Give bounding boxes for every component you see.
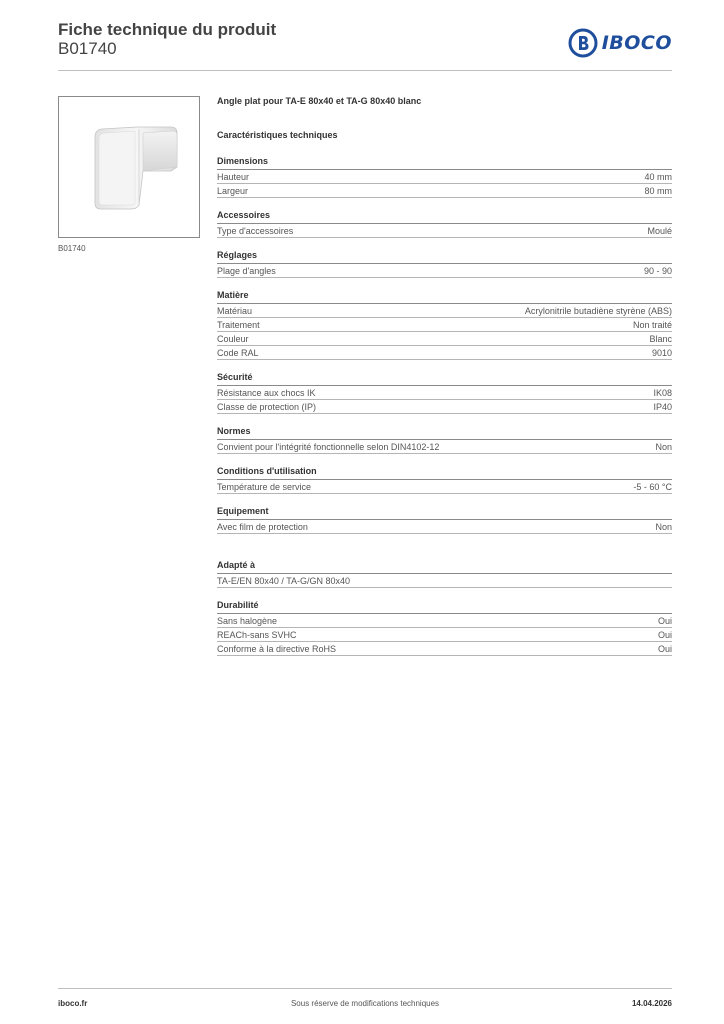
section-title: Dimensions	[217, 156, 672, 170]
spec-value: Non	[655, 522, 672, 532]
spec-label: Largeur	[217, 186, 249, 196]
spec-label: Type d'accessoires	[217, 226, 294, 236]
spec-label: Traitement	[217, 320, 260, 330]
spec-value: Blanc	[649, 334, 672, 344]
spec-value: 80 mm	[644, 186, 672, 196]
section-title: Sécurité	[217, 372, 672, 386]
spec-label: Matériau	[217, 306, 253, 316]
spec-row	[217, 170, 672, 184]
spec-row	[217, 574, 672, 588]
spec-row	[217, 332, 672, 346]
product-title: Angle plat pour TA-E 80x40 et TA-G 80x40 blanc	[217, 96, 422, 106]
spec-section	[217, 210, 672, 238]
section-title: Conditions d'utilisation	[217, 466, 672, 480]
spec-label: Plage d'angles	[217, 266, 276, 276]
spec-row	[217, 520, 672, 534]
product-image	[58, 96, 200, 238]
section-title: Réglages	[217, 250, 672, 264]
spec-label: Avec film de protection	[217, 522, 308, 532]
footer-note: Sous réserve de modifications techniques	[290, 999, 440, 1008]
spec-section	[217, 156, 672, 198]
spec-value: Oui	[657, 630, 672, 640]
image-caption: B01740	[58, 244, 86, 253]
spec-sections	[217, 156, 672, 656]
spec-section	[217, 372, 672, 414]
page-title: Fiche technique du produit	[58, 20, 277, 39]
spec-section	[217, 466, 672, 494]
product-code: B01740	[58, 39, 117, 58]
spec-row	[217, 304, 672, 318]
spec-value: 40 mm	[644, 172, 672, 182]
company-logo	[568, 28, 672, 58]
spec-value: IP40	[653, 402, 672, 412]
spec-label: Classe de protection (IP)	[217, 402, 317, 412]
section-title: Equipement	[217, 506, 672, 520]
section-title: Durabilité	[217, 600, 672, 614]
spec-label: Couleur	[217, 334, 249, 344]
spec-row	[217, 386, 672, 400]
footer-date: 14.04.2026	[631, 999, 672, 1008]
spec-value: Moulé	[647, 226, 672, 236]
spec-value: 90 - 90	[643, 266, 672, 276]
spec-row	[217, 614, 672, 628]
spec-value: Non	[655, 442, 672, 452]
page-header	[58, 20, 672, 71]
spec-section	[217, 290, 672, 360]
section-title: Normes	[217, 426, 672, 440]
spec-row	[217, 318, 672, 332]
spec-row	[217, 480, 672, 494]
section-title: Adapté à	[217, 560, 672, 574]
spec-row	[217, 400, 672, 414]
spec-value: Non traité	[632, 320, 672, 330]
spec-value: -5 - 60 °C	[633, 482, 672, 492]
section-title: Accessoires	[217, 210, 672, 224]
spec-row	[217, 224, 672, 238]
flat-angle-product-icon	[59, 97, 199, 237]
tech-heading: Caractéristiques techniques	[217, 130, 338, 140]
spec-value: Acrylonitrile butadiène styrène (ABS)	[524, 306, 672, 316]
spec-label: TA-E/EN 80x40 / TA-G/GN 80x40	[217, 576, 351, 586]
spec-section	[217, 250, 672, 278]
spec-value: Oui	[657, 644, 672, 654]
spec-row	[217, 346, 672, 360]
spec-label: Convient pour l'intégrité fonctionnelle selon DIN4102-12	[217, 442, 440, 452]
spec-section	[217, 506, 672, 534]
spec-row	[217, 440, 672, 454]
spec-row	[217, 628, 672, 642]
product-details	[217, 96, 672, 656]
spec-label: Sans halogène	[217, 616, 278, 626]
logo-text: IBOCO	[601, 32, 672, 54]
spec-section	[217, 560, 672, 588]
spec-label: REACh-sans SVHC	[217, 630, 297, 640]
section-title: Matière	[217, 290, 672, 304]
spec-row	[217, 642, 672, 656]
spec-label: Conforme à la directive RoHS	[217, 644, 337, 654]
spec-section	[217, 426, 672, 454]
spec-label: Hauteur	[217, 172, 250, 182]
spec-value: IK08	[653, 388, 672, 398]
spec-value: 9010	[651, 348, 672, 358]
page-footer	[58, 988, 672, 1013]
spec-row	[217, 184, 672, 198]
spec-section	[217, 600, 672, 656]
spec-row	[217, 264, 672, 278]
footer-site: iboco.fr	[58, 999, 88, 1008]
spec-label: Résistance aux chocs IK	[217, 388, 316, 398]
spec-label: Température de service	[217, 482, 312, 492]
spec-value: Oui	[657, 616, 672, 626]
iboco-logo-icon	[568, 28, 598, 58]
spec-label: Code RAL	[217, 348, 259, 358]
